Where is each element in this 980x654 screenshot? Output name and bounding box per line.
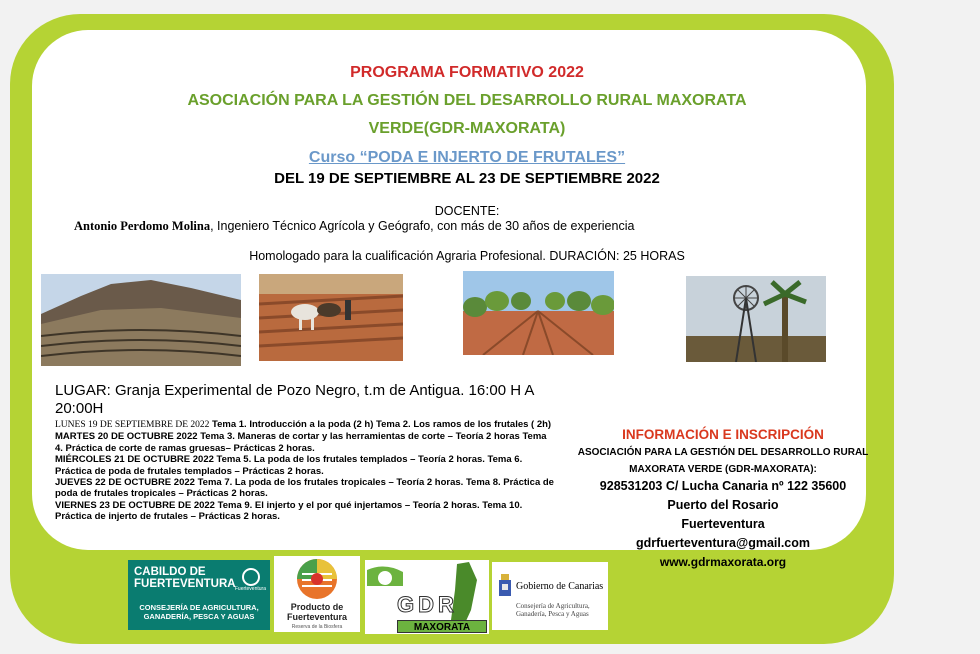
volcanic-landscape-photo [41,274,241,366]
association-title-line1: ASOCIACIÓN PARA LA GESTIÓN DEL DESARROLLO RURAL MAXORATA [187,92,747,109]
schedule-text: Tema 5. La poda de los frutales templados – Teoría 2 horas. Tema 6. Práctica de poda de frutales templados – Prácticas 2 horas. [55,454,523,477]
windmill-photo [686,276,826,362]
info-website-link[interactable]: www.gdrmaxorata.org [659,555,787,569]
gdr-logo-label: MAXORATA [397,620,487,633]
cabildo-logo-department: CONSEJERÍA DE AGRICULTURA, GANADERÍA, PESCA Y AGUAS [139,603,259,621]
course-title: Curso “PODA E INJERTO DE FRUTALES” [308,149,626,166]
producto-fuerteventura-logo [274,556,360,632]
schedule-day: JUEVES 22 DE OCTUBRE 2022 [55,477,198,489]
schedule-item [55,500,555,523]
info-island: Fuerteventura [681,517,765,531]
schedule-item [55,454,555,477]
association-title-line2: VERDE(GDR-MAXORATA) [368,120,566,137]
producto-logo-sub: Reserva de la Biosfera [291,624,343,630]
schedule-text: Tema 7. La poda de los frutales tropicales – Teoría 2 horas. Tema 8. Práctica de poda de frutales tropicales – Prácticas 2 horas. [55,477,554,500]
schedule-day: VIERNES 23 DE OCTUBRE DE 2022 [55,499,218,511]
homologation-note: Homologado para la cualificación Agraria Profesional. DURACIÓN: 25 HORAS [249,249,685,263]
gobierno-logo-name: Gobierno de Canarias [516,581,604,592]
schedule-text: Tema 9. El injerto y el por qué injertamos – Teoría 2 horas. Tema 10. Práctica de injerto de frutales – Prácticas 2 horas. [55,499,523,523]
info-title: INFORMACIÓN E INSCRIPCIÓN [622,427,824,442]
gobierno-logo-department: Consejería de Agricultura, Ganadería, Pesca y Aguas [516,602,590,618]
info-org-line2: MAXORATA VERDE (GDR-MAXORATA): [629,464,817,475]
snail-icon [242,568,260,586]
teacher-label: DOCENTE: [434,204,500,218]
gdr-logo-letters: GDR [397,592,458,617]
coat-of-arms-icon [496,572,514,602]
teacher-name: Antonio Perdomo Molina [74,219,211,233]
course-dates: DEL 19 DE SEPTIEMBRE AL 23 DE SEPTIEMBRE 2022 [274,170,660,187]
teacher-description: , Ingeniero Técnico Agrícola y Geógrafo, con más de 30 años de experiencia [210,219,635,233]
location-time: LUGAR: Granja Experimental de Pozo Negro, t.m de Antigua. 16:00 H A 20:00H [55,382,534,417]
schedule-day: LUNES 19 DE SEPTIEMBRE DE 2022 [55,420,210,430]
course-schedule [55,419,555,523]
schedule-item [55,419,555,431]
gdr-maxorata-logo [365,560,489,634]
gobierno-canarias-logo [492,562,608,630]
plowing-photo [259,274,403,361]
cabildo-logo-mini: Fuerteventura [234,586,266,592]
info-address: 928531203 C/ Lucha Canaria nº 122 35600 [599,479,847,493]
schedule-day: MARTES 20 DE OCTUBRE 2022 [55,431,201,443]
orchard-photo [463,271,614,355]
schedule-text: Tema 1. Introducción a la poda (2 h) Tema 2. Los ramos de los frutales ( 2h) [209,419,552,430]
info-org-line1: ASOCIACIÓN PARA LA GESTIÓN DEL DESARROLLO RURAL [577,447,869,458]
info-city: Puerto del Rosario [667,498,779,512]
schedule-item [55,431,555,454]
cabildo-logo [128,560,270,630]
producto-emblem-icon [274,556,360,602]
cabildo-logo-name: CABILDO DE FUERTEVENTURA [134,566,236,590]
program-title: PROGRAMA FORMATIVO 2022 [350,64,584,81]
producto-logo-name: Producto de Fuerteventura [286,602,348,622]
schedule-item [55,477,555,500]
teacher-info [74,219,634,234]
schedule-day: MIÉRCOLES 21 DE OCTUBRE 2022 [55,454,217,466]
schedule-text: Tema 3. Maneras de cortar y las herramientas de corte – Teoría 2 horas Tema 4. Práctica de corte de ramas gruesas– Prácticas 2 horas. [55,431,547,454]
info-email-link[interactable]: gdrfuerteventura@gmail.com [635,536,811,550]
